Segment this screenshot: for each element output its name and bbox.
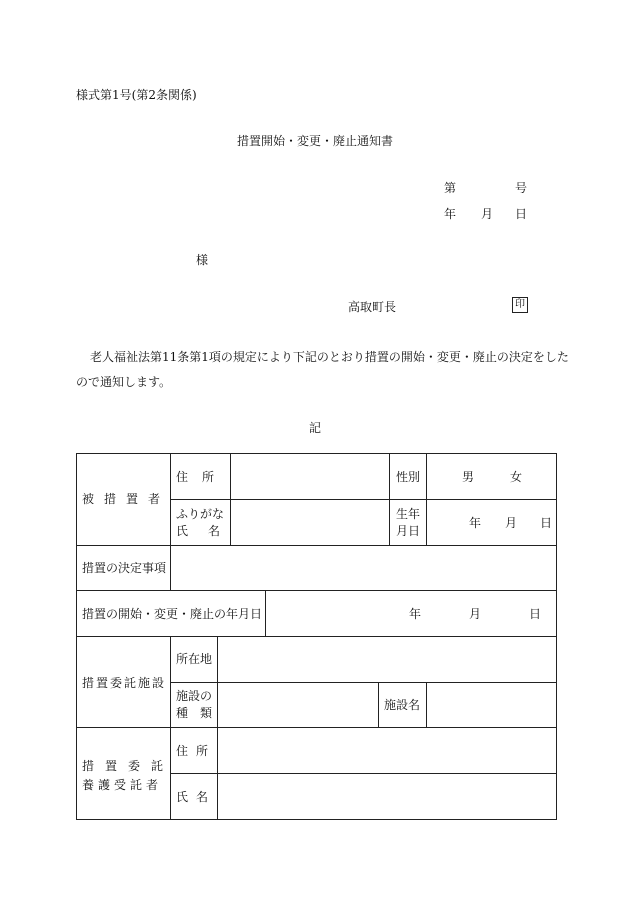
birth-year: 年 (469, 516, 482, 530)
recipient-label (82, 492, 171, 506)
name-label: 氏名 (176, 524, 241, 538)
col-line (389, 453, 390, 545)
gender-male[interactable]: 男 (462, 470, 475, 484)
caregiver-address-value[interactable] (218, 728, 556, 773)
table-border-bottom (76, 819, 557, 820)
facility-name-label: 施設名 (384, 698, 421, 712)
furigana-label: ふりがな (176, 507, 225, 521)
date-month: 月 (481, 207, 494, 221)
address-value[interactable] (231, 454, 388, 499)
document-title: 措置開始・変更・廃止通知書 (237, 134, 394, 148)
row-line (76, 590, 557, 591)
recipient-label-text: 被措置者 (82, 492, 171, 506)
facility-type-label-1: 施設の (176, 689, 213, 703)
addressee-suffix: 様 (196, 253, 209, 267)
gender-female[interactable]: 女 (510, 470, 523, 484)
facility-location-label: 所在地 (176, 652, 213, 666)
doc-number-suffix: 号 (515, 181, 528, 195)
gender-label: 性別 (396, 470, 421, 484)
body-text-line-1: 老人福祉法第11条第1項の規定により下記のとおり措置の開始・変更・廃止の決定をした (90, 350, 569, 364)
caregiver-name-value[interactable] (218, 774, 556, 819)
date-day: 日 (515, 207, 528, 221)
ki-heading: 記 (309, 421, 322, 435)
decision-value[interactable] (171, 546, 556, 590)
birth-label-2: 月日 (396, 524, 421, 538)
facility-location-value[interactable] (218, 637, 556, 682)
seal-mark: 印 (512, 297, 528, 313)
caregiver-label-2: 養護受託者 (82, 778, 163, 792)
form-number: 様式第1号(第2条関係) (76, 88, 197, 102)
action-date-month: 月 (469, 607, 482, 621)
action-date-year: 年 (409, 607, 422, 621)
caregiver-label-1: 措置委託 (82, 759, 175, 773)
facility-type-label-2: 種類 (176, 706, 225, 720)
birth-label-1: 生年 (396, 507, 421, 521)
facility-label: 措置委託施設 (82, 676, 167, 690)
birth-day: 日 (540, 516, 553, 530)
action-date-label: 措置の開始・変更・廃止の年月日 (82, 607, 263, 621)
facility-name-value[interactable] (427, 683, 556, 727)
decision-label: 措置の決定事項 (82, 561, 167, 575)
col-line (170, 636, 171, 819)
facility-type-value[interactable] (218, 683, 378, 727)
caregiver-address-label: 住所 (176, 744, 217, 758)
birth-month: 月 (505, 516, 518, 530)
caregiver-name-label: 氏名 (176, 790, 217, 804)
action-date-day: 日 (529, 607, 542, 621)
body-text-line-2: ので通知します。 (76, 375, 172, 389)
date-year: 年 (444, 207, 457, 221)
issuer: 高取町長 (348, 300, 397, 314)
name-value[interactable] (231, 500, 388, 545)
col-line (426, 453, 427, 545)
col-line (378, 682, 379, 727)
doc-number-prefix: 第 (444, 181, 457, 195)
col-line (265, 590, 266, 636)
col-line (170, 453, 171, 545)
address-label: 住所 (176, 470, 229, 484)
